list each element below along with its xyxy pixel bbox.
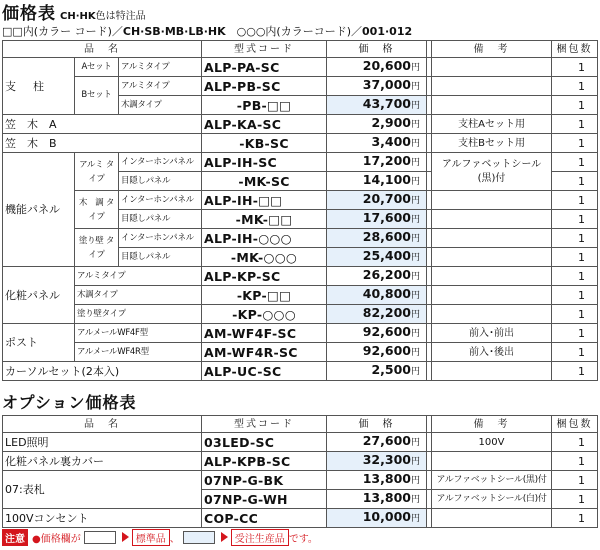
table-header-row: 品 名 型式コード 価 格 備 考 梱包数 xyxy=(3,41,598,58)
table-row: LED照明 03LED-SC 27,600円 100V 1 xyxy=(3,433,598,452)
table-row: カーソルセット(2本入) ALP-UC-SC 2,500円 1 xyxy=(3,362,598,381)
page-title: 価格表 xyxy=(2,4,56,24)
table-row: 07:表札 07NP-G-BK 13,800円 アルファベットシール(黒)付 1 xyxy=(3,471,598,490)
color-code-legend: □□内(カラー コード)／CH·SB·MB·LB·HK ○○○内(カラーコード)／001·012 xyxy=(2,25,413,38)
table-row: 化粧パネル裏カバー ALP-KPB-SC 32,300円 1 xyxy=(3,452,598,471)
option-heading: オプション価格表 xyxy=(2,393,137,412)
order-tag: 受注生産品 xyxy=(231,529,289,546)
table-row: 100Vコンセント COP-CC 10,000円 1 xyxy=(3,509,598,528)
table-row: 木調タイプ -PB-□□ 43,700円 1 xyxy=(3,96,598,115)
arrow-right-icon xyxy=(122,532,129,542)
legend-note: 注意 ●価格欄が 標準品 、 受注生産品 です。 xyxy=(2,528,318,546)
title-note: CH·HK色は特注品 xyxy=(60,11,146,22)
page xyxy=(0,4,600,550)
table-row: 目隠しパネル -MK-○○○ 25,400円 1 xyxy=(3,248,598,267)
table-row: 機能パネル アルミ タイプ インターホンパネル ALP-IH-SC 17,200円 アルファベットシール (黒)付 1 xyxy=(3,153,598,172)
table-row: 塗り壁 タイプ インターホンパネル ALP-IH-○○○ 28,600円 1 xyxy=(3,229,598,248)
table-row: 塗り壁タイプ -KP-○○○ 82,200円 1 xyxy=(3,305,598,324)
table-row: 目隠しパネル -MK-□□ 17,600円 1 xyxy=(3,210,598,229)
blue-box-swatch xyxy=(183,531,215,544)
option-table xyxy=(2,415,598,528)
table-row: アルメールWF4R型 AM-WF4R-SC 92,600円 前入･後出 1 xyxy=(3,343,598,362)
table-row: 木調タイプ -KP-□□ 40,800円 1 xyxy=(3,286,598,305)
table-row: 木 調 タイプ インターホンパネル ALP-IH-□□ 20,700円 1 xyxy=(3,191,598,210)
price-table xyxy=(2,40,598,381)
arrow-right-icon xyxy=(221,532,228,542)
table-row: 笠 木 B -KB-SC 3,400円 支柱Bセット用 1 xyxy=(3,134,598,153)
table-row: 笠 木 A ALP-KA-SC 2,900円 支柱Aセット用 1 xyxy=(3,115,598,134)
table-row: 支 柱 Aセット アルミタイプ ALP-PA-SC 20,600円 1 xyxy=(3,58,598,77)
caution-badge: 注意 xyxy=(2,529,28,546)
table-row: 化粧パネル アルミタイプ ALP-KP-SC 26,200円 1 xyxy=(3,267,598,286)
table-row: ポスト アルメールWF4F型 AM-WF4F-SC 92,600円 前入･前出 1 xyxy=(3,324,598,343)
table-row: 目隠しパネル -MK-SC 14,100円 1 xyxy=(3,172,598,191)
price-table-heading xyxy=(2,4,598,24)
table-row: Bセット アルミタイプ ALP-PB-SC 37,000円 1 xyxy=(3,77,598,96)
table-row: 07NP-G-WH 13,800円 アルファベットシール(白)付 1 xyxy=(3,490,598,509)
standard-tag: 標準品 xyxy=(132,529,170,546)
table-header-row: 品 名 型式コード 価 格 備 考 梱包数 xyxy=(3,416,598,433)
white-box-swatch xyxy=(84,531,116,544)
